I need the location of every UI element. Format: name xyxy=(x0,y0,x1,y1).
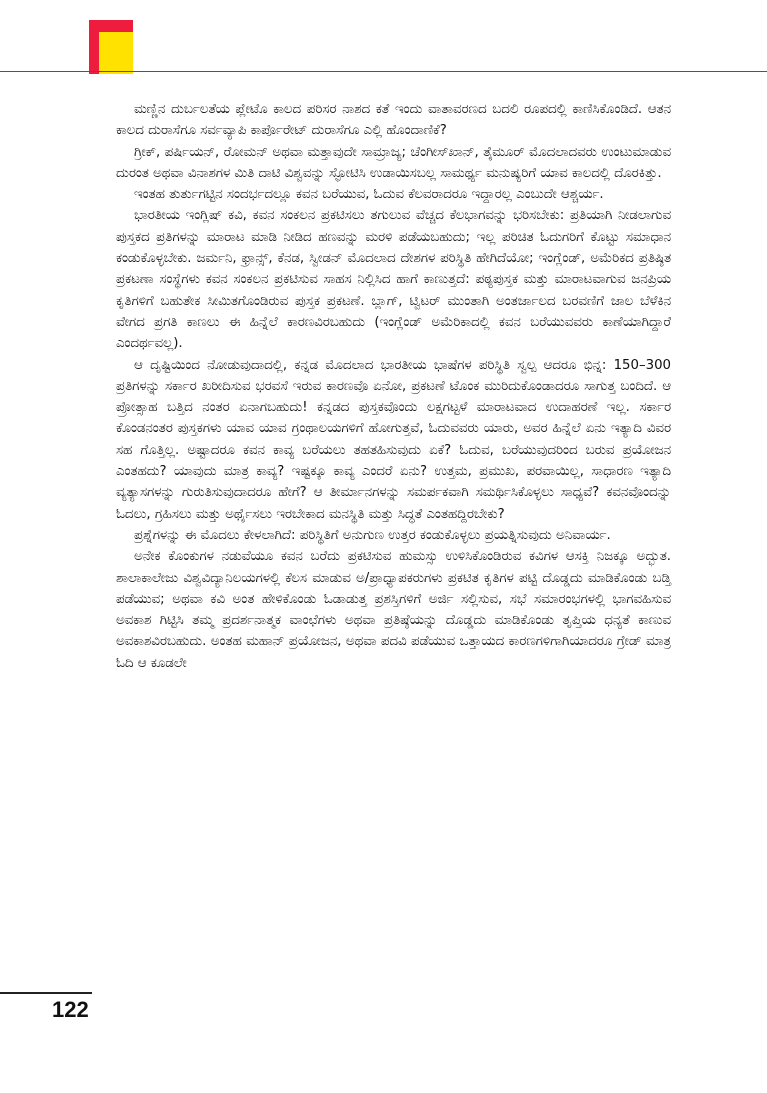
article-body xyxy=(116,99,671,674)
logo-yellow-block xyxy=(99,32,133,74)
paragraph: ಗ್ರೀಕ್, ಪರ್ಷಿಯನ್, ರೋಮನ್ ಅಥವಾ ಮತ್ತಾವುದೇ ಸಾಮ್ರಾಜ್ಯ; ಚೆಂಗೀಸ್‌ಖಾನ್, ತೈಮೂರ್ ಮೊದಲಾದವರು ಉಂಟುಮಾಡುವ ದುರಂತ ಅಥವಾ ವಿನಾಶಗಳ ಮಿತಿ ದಾಟಿ ವಿಶ್ವವನ್ನು ಸ್ಫೋಟಿಸಿ ಉಡಾಯಿಸಬಲ್ಲ ಸಾಮರ್ಥ್ಯ ಮನುಷ್ಯರಿಗೆ ಯಾವ ಕಾಲದಲ್ಲಿ ದೊರಕಿತ್ತು. xyxy=(116,144,671,181)
paragraph: ಭಾರತೀಯ ಇಂಗ್ಲಿಷ್ ಕವಿ, ಕವನ ಸಂಕಲನ ಪ್ರಕಟಿಸಲು ತಗುಲುವ ವೆಚ್ಚದ ಕೆಲಭಾಗವನ್ನು ಭರಿಸಬೇಕು: ಪ್ರತಿಯಾಗಿ ನೀಡಲಾಗುವ ಪುಸ್ತಕದ ಪ್ರತಿಗಳನ್ನು ಮಾರಾಟ ಮಾಡಿ ನೀಡಿದ ಹಣವನ್ನು ಮರಳಿ ಪಡೆಯಬಹುದು; ಇಲ್ಲ ಪರಿಚಿತ ಓದುಗರಿಗೆ ಕೊಟ್ಟು ಸಮಾಧಾನ ಕಂಡುಕೊಳ್ಳಬೇಕು. ಜರ್ಮನಿ, ಫ್ರಾನ್ಸ್, ಕೆನಡ, ಸ್ವೀಡನ್ ಮೊದಲಾದ ದೇಶಗಳ ಪರಿಸ್ಥಿತಿ ಹೇಗಿದೆಯೋ; ಇಂಗ್ಲೆಂಡ್, ಅಮೆರಿಕದ ಪ್ರತಿಷ್ಠಿತ ಪ್ರಕಟಣಾ ಸಂಸ್ಥೆಗಳು ಕವನ ಸಂಕಲನ ಪ್ರಕಟಿಸುವ ಸಾಹಸ ನಿಲ್ಲಿಸಿದ ಹಾಗೆ ಕಾಣುತ್ತದೆ: ಪಠ್ಯಪುಸ್ತಕ ಮತ್ತು ಮಾರಾಟವಾಗುವ ಜನಪ್ರಿಯ ಕೃತಿಗಳಿಗೆ ಬಹುತೇಕ ಸೀಮಿತಗೊಂಡಿರುವ ಪುಸ್ತಕ ಪ್ರಕಟಣೆ. ಬ್ಲಾಗ್, ಟ್ವಿಟರ್ ಮುಂತಾಗಿ ಅಂತರ್ಜಾಲದ ಬರವಣಿಗೆ ಜಾಲ ಬೆಳೆಕಿನ ವೇಗದ ಪ್ರಗತಿ ಕಾಣಲು ಈ ಹಿನ್ನೆಲೆ ಕಾರಣವಿರಬಹುದು (ಇಂಗ್ಲೆಂಡ್ ಅಮೆರಿಕಾದಲ್ಲಿ ಕವನ ಬರೆಯುವವರು ಕಾಣೆಯಾಗಿದ್ದಾರೆ ಎಂದರ್ಥವಲ್ಲ). xyxy=(116,208,671,352)
paragraph: ಪ್ರಶ್ನೆಗಳನ್ನು ಈ ಮೊದಲು ಕೇಳಲಾಗಿದೆ: ಪರಿಸ್ಥಿತಿಗೆ ಅನುಗುಣ ಉತ್ತರ ಕಂಡುಕೊಳ್ಳಲು ಪ್ರಯತ್ನಿಸುವುದು ಅನಿವಾರ್ಯ. xyxy=(134,527,611,543)
paragraph: ಆ ದೃಷ್ಟಿಯಿಂದ ನೋಡುವುದಾದಲ್ಲಿ, ಕನ್ನಡ ಮೊದಲಾದ ಭಾರತೀಯ ಭಾಷೆಗಳ ಪರಿಸ್ಥಿತಿ ಸ್ವಲ್ಪ ಆದರೂ ಭಿನ್ನ: 150–300 ಪ್ರತಿಗಳನ್ನು ಸರ್ಕಾರ ಖರೀದಿಸುವ ಭರವಸೆ ಇರುವ ಕಾರಣವೊ ಏನೋ, ಪ್ರಕಟಣೆ ಟೊಂಕ ಮುರಿದುಕೊಂಡಾದರೂ ಸಾಗುತ್ತ ಬಂದಿದೆ. ಆ ಪ್ರೋತ್ಸಾಹ ಬತ್ತಿದ ನಂತರ ಏನಾಗಬಹುದು! ಕನ್ನಡದ ಪುಸ್ತಕವೊಂದು ಲಕ್ಷಗಟ್ಟಳೆ ಮಾರಾಟವಾದ ಉದಾಹರಣೆ ಇಲ್ಲ. ಸರ್ಕಾರ ಕೊಂಡನಂತರ ಪುಸ್ತಕಗಳು ಯಾವ ಯಾವ ಗ್ರಂಥಾಲಯಗಳಿಗೆ ಹೋಗುತ್ತವೆ, ಓದುವವರು ಯಾರು, ಅವರ ಹಿನ್ನೆಲೆ ಏನು ಇತ್ಯಾದಿ ವಿವರ ಸಹ ಗೊತ್ತಿಲ್ಲ. ಅಷ್ಟಾದರೂ ಕವನ ಕಾವ್ಯ ಬರೆಯಲು ತಹತಹಿಸುವುದು ಏಕೆ? ಓದುವ, ಬರೆಯುವುದರಿಂದ ಬರುವ ಪ್ರಯೋಜನ ಎಂತಹದು? ಯಾವುದು ಮಾತ್ರ ಕಾವ್ಯ? ಇಷ್ಟಕ್ಕೂ ಕಾವ್ಯ ಎಂದರೆ ಏನು? ಉತ್ತಮ, ಪ್ರಮುಖ, ಪರವಾಯಿಲ್ಲ, ಸಾಧಾರಣ ಇತ್ಯಾದಿ ವ್ಯತ್ಯಾಸಗಳನ್ನು ಗುರುತಿಸುವುದಾದರೂ ಹೇಗೆ? ಆ ತೀರ್ಮಾನಗಳನ್ನು ಸಮರ್ಪಕವಾಗಿ ಸಮರ್ಥಿಸಿಕೊಳ್ಳಲು ಸಾಧ್ಯವೆ? ಕವನವೊಂದನ್ನು ಓದಲು, ಗ್ರಹಿಸಲು ಮತ್ತು ಅರ್ಥೈಸಲು ಇರಬೇಕಾದ ಮನಸ್ಥಿತಿ ಮತ್ತು ಸಿದ್ಧತೆ ಎಂತಹದ್ದಿರಬೇಕು? xyxy=(116,357,671,522)
footer-rule xyxy=(0,992,92,994)
corner-logo-mark xyxy=(89,20,133,74)
header-rule xyxy=(0,71,767,72)
paragraph: ಅನೇಕ ಕೊಂಕುಗಳ ನಡುವೆಯೂ ಕವನ ಬರೆದು ಪ್ರಕಟಿಸುವ ಹುಮಸ್ಸು ಉಳಿಸಿಕೊಂಡಿರುವ ಕವಿಗಳ ಆಸಕ್ತಿ ನಿಜಕ್ಕೂ ಅದ್ಭುತ. ಶಾಲಾಕಾಲೇಜು ವಿಶ್ವವಿದ್ಯಾನಿಲಯಗಳಲ್ಲಿ ಕೆಲಸ ಮಾಡುವ ಅ/ಪ್ರಾಧ್ಯಾಪಕರುಗಳು ಪ್ರಕಟಿತ ಕೃತಿಗಳ ಪಟ್ಟಿ ದೊಡ್ಡದು ಮಾಡಿಕೊಂಡು ಬಡ್ತಿ ಪಡೆಯುವ; ಅಥವಾ ಕವಿ ಅಂತ ಹೇಳಿಕೊಂಡು ಓಡಾಡುತ್ತ ಪ್ರಶಸ್ತಿಗಳಿಗೆ ಅರ್ಜಿ ಸಲ್ಲಿಸುವ, ಸಭೆ ಸಮಾರಂಭಗಳಲ್ಲಿ ಭಾಗವಹಿಸುವ ಅವಕಾಶ ಗಿಟ್ಟಿಸಿ ತಮ್ಮ ಪ್ರದರ್ಶನಾತ್ಮಕ ವಾಂಛೆಗಳು ಅಥವಾ ಪ್ರತಿಷ್ಠೆಯನ್ನು ದೊಡ್ಡದು ಮಾಡಿಕೊಂಡು ತೃಪ್ತಿಯ ಧನ್ಯತೆ ಕಾಣುವ ಅವಕಾಶವಿರಬಹುದು. ಅಂತಹ ಮಹಾನ್ ಪ್ರಯೋಜನ, ಅಥವಾ ಪದವಿ ಪಡೆಯುವ ಒತ್ತಾಯದ ಕಾರಣಗಳಿಗಾಗಿಯಾದರೂ ಗ್ರೇಡ್ ಮಾತ್ರ ಓದಿ ಆ ಕೂಡಲೇ xyxy=(116,549,671,671)
paragraph: ಮಣ್ಣಿನ ದುರ್ಬಲತೆಯ ಪ್ಲೇಟೊ ಕಾಲದ ಪರಿಸರ ನಾಶದ ಕತೆ ಇಂದು ವಾತಾವರಣದ ಬದಲಿ ರೂಪದಲ್ಲಿ ಕಾಣಿಸಿಕೊಂಡಿದೆ. ಆತನ ಕಾಲದ ದುರಾಸೆಗೂ ಸರ್ವವ್ಯಾಪಿ ಕಾರ್ಪೊರೇಟ್ ದುರಾಸೆಗೂ ಎಲ್ಲಿ ಹೊಂದಾಣಿಕೆ? xyxy=(116,102,671,139)
page-number: 122 xyxy=(52,997,89,1022)
paragraph: ಇಂತಹ ತುರ್ತುಗಟ್ಟಿನ ಸಂದರ್ಭದಲ್ಲೂ ಕವನ ಬರೆಯುವ, ಓದುವ ಕೆಲವರಾದರೂ ಇದ್ದಾರಲ್ಲ ಎಂಬುದೇ ಆಶ್ಚರ್ಯ. xyxy=(134,187,604,203)
